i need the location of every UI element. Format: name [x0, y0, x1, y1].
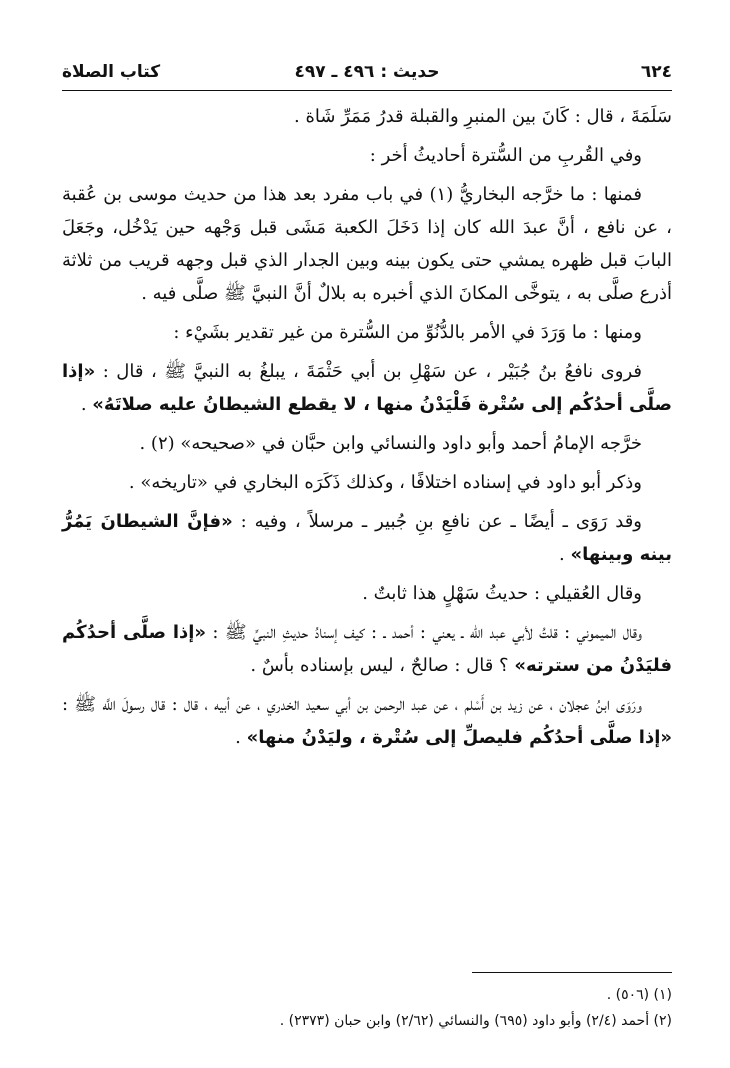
paragraph-2: وفي القُربِ من السُّترة أحاديثُ أخر :: [369, 145, 642, 166]
paragraph-5: [62, 355, 672, 421]
running-header: [62, 58, 672, 88]
footnote-divider: [472, 972, 672, 973]
hadith-quote-4: «إذا صلَّى أحدُكُم فليصلِّ إلى سُتْرة ، وليَدْنُ منها»: [246, 727, 672, 748]
paragraph-5-text: فروى نافعُ بنُ جُبَيْر ، عن سَهْلِ بن أبي حَثْمَةَ ، يبلغُ به النبيَّ ﷺ ، قال :: [102, 361, 642, 382]
paragraph-9: وقال العُقيلي : حديثُ سَهْلٍ هذا ثابتٌ .: [362, 583, 642, 604]
paragraph-8: [62, 505, 672, 571]
hadith-quote-3: «إذا صلَّى أحدُكُم فليَدْنُ من سترته»: [62, 622, 672, 676]
paragraph-7: وذكر أبو داود في إسناده اختلافًا ، وكذلك ذَكَرَه البخاري في «تاريخه» .: [128, 472, 642, 493]
page-number: ٦٢٤: [640, 62, 672, 82]
paragraph-5-end: .: [80, 394, 93, 415]
book-title: كتاب الصلاة: [62, 62, 161, 82]
hadith-quote-2: «فإنَّ الشيطانَ يَمُرُّ بينه وبينها»: [62, 511, 672, 565]
header-divider: [62, 90, 672, 91]
paragraph-11: [62, 688, 672, 754]
main-text: [62, 100, 672, 760]
paragraph-11-end: .: [235, 727, 247, 748]
paragraph-3: فمنها : ما خرَّجه البخاريُّ (١) في باب مفرد بعد هذا من حديث موسى بن عُقبة ، عن نافع ، أنَّ عبدَ الله كان إذا دَخَلَ الكعبة مَشَى قبل وَجْهه حين يَدْخُل، وجَعَلَ البابَ قبل ظهره يمشي حتى يكون بينه وبين الجدار الذي قبل وجهه قريب من ثلاثة أذرع صلَّى به ، يتوخَّى المكانَ الذي أخبره به بلالٌ أنَّ النبيَّ ﷺ صلَّى فيه .: [62, 184, 672, 304]
paragraph-10-text: وقال الميموني : قلتُ لأبي عبد الله ـ يعني : أحمد ـ : كيف إسنادُ حديثِ النبيِّ ﷺ :: [212, 622, 642, 643]
hadith-range: حديث : ٤٩٦ ـ ٤٩٧: [294, 62, 440, 82]
footnote-1: (١) (٥٠٦) .: [606, 987, 672, 1003]
paragraph-10-end: ؟ قال : صالحٌ ، ليس بإسناده بأسٌ .: [250, 655, 515, 676]
footnotes: [62, 982, 672, 1034]
paragraph-8-text: وقد رَوَى ـ أيضًا ـ عن نافعِ بنِ جُبير ـ مرسلاً ، وفيه :: [240, 511, 642, 532]
hadith-quote-1: «إذا صلَّى أحدُكُم إلى سُتْرة فَلْيَدْنُ منها ، لا يقطع الشيطانُ عليه صلاتَهُ»: [62, 361, 672, 415]
paragraph-8-end: .: [558, 544, 571, 565]
paragraph-4: ومنها : ما وَرَدَ في الأمر بالدُّنُوِّ من السُّترة من غير تقدير بشَيْء :: [173, 322, 642, 343]
footnote-2: (٢) أحمد (٢/٤) وأبو داود (٦٩٥) والنسائي (٢/٦٢) وابن حبان (٢٣٧٣) .: [279, 1013, 672, 1029]
paragraph-6: خرَّجه الإمامُ أحمد وأبو داود والنسائي وابن حبَّان في «صحيحه» (٢) .: [139, 433, 642, 454]
paragraph-10: [62, 616, 672, 682]
paragraph-11-text: ورَوَى ابنُ عجلان ، عن زيد بن أَسْلم ، عن عبد الرحمن بن أبي سعيد الخدري ، عن أبيه ، قال : قال رسولَ اللَّه ﷺ :: [62, 694, 642, 715]
paragraph-1: سَلَمَةَ ، قال : كَانَ بين المنبرِ والقبلة قدرُ مَمَرِّ شَاة .: [294, 106, 672, 127]
